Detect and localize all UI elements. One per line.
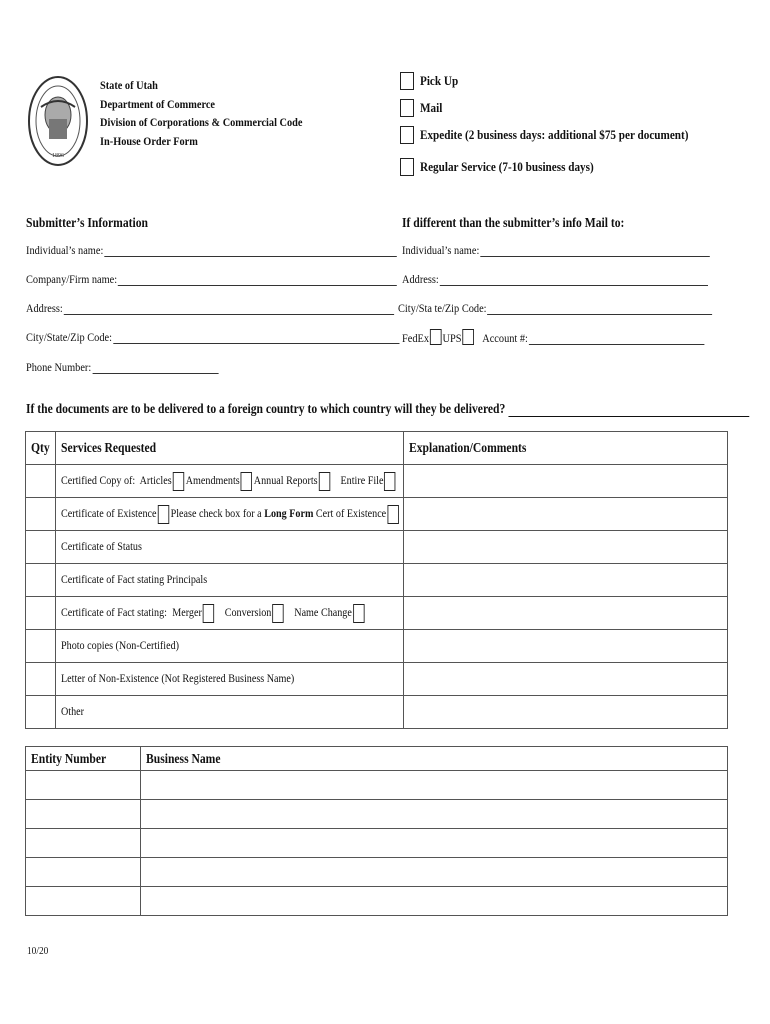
qty-cell[interactable] — [26, 465, 56, 498]
header-division: Division of Corporations & Commercial Code — [100, 115, 303, 129]
mail-to-city-state-zip-field[interactable]: City/Sta te/Zip Code: — [398, 302, 712, 315]
mail-to-individual-name-input[interactable] — [480, 244, 710, 257]
annual-reports-checkbox[interactable] — [318, 472, 329, 491]
comments-cell[interactable] — [404, 564, 728, 597]
comments-header: Explanation/Comments — [404, 432, 728, 465]
table-row — [26, 887, 728, 916]
comments-cell[interactable] — [404, 663, 728, 696]
entity-table — [25, 746, 728, 916]
table-row-non-existence — [26, 663, 728, 696]
option-pick-up[interactable]: Pick Up — [400, 71, 464, 91]
table-row — [26, 858, 728, 887]
comments-cell[interactable] — [404, 465, 728, 498]
qty-cell[interactable] — [26, 498, 56, 531]
header-state: State of Utah — [100, 78, 158, 92]
expedite-checkbox[interactable] — [400, 126, 414, 144]
service-cell: Certificate of Fact stating Principals — [56, 564, 404, 597]
amendments-checkbox[interactable] — [241, 472, 252, 491]
entity-table-header — [26, 747, 728, 771]
entity-number-header: Entity Number — [26, 747, 141, 771]
mail-to-city-state-zip-input[interactable] — [487, 302, 712, 315]
entity-number-cell[interactable] — [26, 887, 141, 916]
service-cell: Certificate of Existence Please check box for a Long Form Cert of Existence — [56, 498, 404, 531]
entity-number-cell[interactable] — [26, 858, 141, 887]
ups-checkbox[interactable] — [462, 329, 474, 345]
qty-cell[interactable] — [26, 564, 56, 597]
conversion-checkbox[interactable] — [272, 604, 283, 623]
table-row-certificate-of-status — [26, 531, 728, 564]
table-row — [26, 800, 728, 829]
qty-cell[interactable] — [26, 531, 56, 564]
foreign-country-field[interactable]: If the documents are to be delivered to a foreign country to which country will they be delivered? — [26, 401, 750, 417]
long-form-checkbox[interactable] — [387, 505, 398, 524]
services-table-header — [26, 432, 728, 465]
service-cell: Certificate of Fact stating: Merger Conversion Name Change — [56, 597, 404, 630]
svg-text:1896: 1896 — [52, 153, 64, 159]
table-row — [26, 829, 728, 858]
form-revision: 10/20 — [27, 945, 49, 957]
table-row-fact-principals — [26, 564, 728, 597]
submitter-individual-name-input[interactable] — [104, 244, 397, 257]
mail-to-carrier-field: FedEx UPS Account #: — [402, 329, 704, 345]
table-row — [26, 771, 728, 800]
foreign-country-input[interactable] — [509, 402, 750, 417]
mail-to-address-field[interactable]: Address: — [402, 273, 708, 286]
articles-checkbox[interactable] — [173, 472, 184, 491]
form-header — [100, 76, 302, 150]
option-expedite[interactable]: Expedite (2 business days: additional $75 per document) — [400, 125, 732, 145]
business-name-cell[interactable] — [141, 829, 728, 858]
submitter-city-state-zip-field[interactable]: City/State/Zip Code: — [26, 331, 399, 344]
service-cell: Other — [56, 696, 404, 729]
mail-to-address-input[interactable] — [440, 273, 708, 286]
submitter-individual-name-field[interactable]: Individual’s name: — [26, 244, 397, 257]
qty-cell[interactable] — [26, 630, 56, 663]
service-cell: Certificate of Status — [56, 531, 404, 564]
submitter-company-name-input[interactable] — [118, 273, 397, 286]
qty-cell[interactable] — [26, 597, 56, 630]
services-table — [25, 431, 728, 729]
qty-header: Qty — [26, 432, 56, 465]
submitter-company-name-field[interactable]: Company/Firm name: — [26, 273, 397, 286]
business-name-cell[interactable] — [141, 771, 728, 800]
name-change-checkbox[interactable] — [353, 604, 364, 623]
qty-cell[interactable] — [26, 663, 56, 696]
service-cell: Photo copies (Non-Certified) — [56, 630, 404, 663]
option-mail[interactable]: Mail — [400, 98, 446, 118]
table-row-photocopies — [26, 630, 728, 663]
merger-checkbox[interactable] — [203, 604, 214, 623]
business-name-cell[interactable] — [141, 800, 728, 829]
fedex-checkbox[interactable] — [430, 329, 442, 345]
submitter-section-title: Submitter’s Information — [26, 215, 149, 230]
submitter-address-input[interactable] — [64, 302, 394, 315]
entire-file-checkbox[interactable] — [384, 472, 395, 491]
comments-cell[interactable] — [404, 630, 728, 663]
table-row-other — [26, 696, 728, 729]
state-seal-icon — [27, 75, 89, 167]
service-cell: Letter of Non-Existence (Not Registered Business Name) — [56, 663, 404, 696]
mail-to-individual-name-field[interactable]: Individual’s name: — [402, 244, 710, 257]
mail-checkbox[interactable] — [400, 99, 414, 117]
mail-to-section-title: If different than the submitter’s info Mail to: — [402, 215, 625, 230]
comments-cell[interactable] — [404, 696, 728, 729]
entity-number-cell[interactable] — [26, 800, 141, 829]
submitter-address-field[interactable]: Address: — [26, 302, 394, 315]
header-form-title: In-House Order Form — [100, 133, 198, 148]
submitter-city-state-zip-input[interactable] — [113, 331, 399, 344]
comments-cell[interactable] — [404, 531, 728, 564]
option-regular-service[interactable]: Regular Service (7-10 business days) — [400, 157, 622, 177]
table-row-fact-stating — [26, 597, 728, 630]
service-cell: Certified Copy of: Articles Amendments Annual Reports Entire File — [56, 465, 404, 498]
comments-cell[interactable] — [404, 498, 728, 531]
account-number-input[interactable] — [529, 332, 705, 345]
qty-cell[interactable] — [26, 696, 56, 729]
business-name-header: Business Name — [141, 747, 728, 771]
table-row-certified-copy — [26, 465, 728, 498]
entity-number-cell[interactable] — [26, 771, 141, 800]
certificate-of-existence-checkbox[interactable] — [157, 505, 168, 524]
services-header: Services Requested — [56, 432, 404, 465]
regular-service-checkbox[interactable] — [400, 158, 414, 176]
pick-up-checkbox[interactable] — [400, 72, 414, 90]
business-name-cell[interactable] — [141, 887, 728, 916]
table-row-certificate-of-existence — [26, 498, 728, 531]
submitter-phone-field[interactable]: Phone Number: — [26, 361, 218, 374]
header-department: Department of Commerce — [100, 96, 216, 111]
business-name-cell[interactable] — [141, 858, 728, 887]
comments-cell[interactable] — [404, 597, 728, 630]
submitter-phone-input[interactable] — [92, 361, 218, 374]
entity-number-cell[interactable] — [26, 829, 141, 858]
